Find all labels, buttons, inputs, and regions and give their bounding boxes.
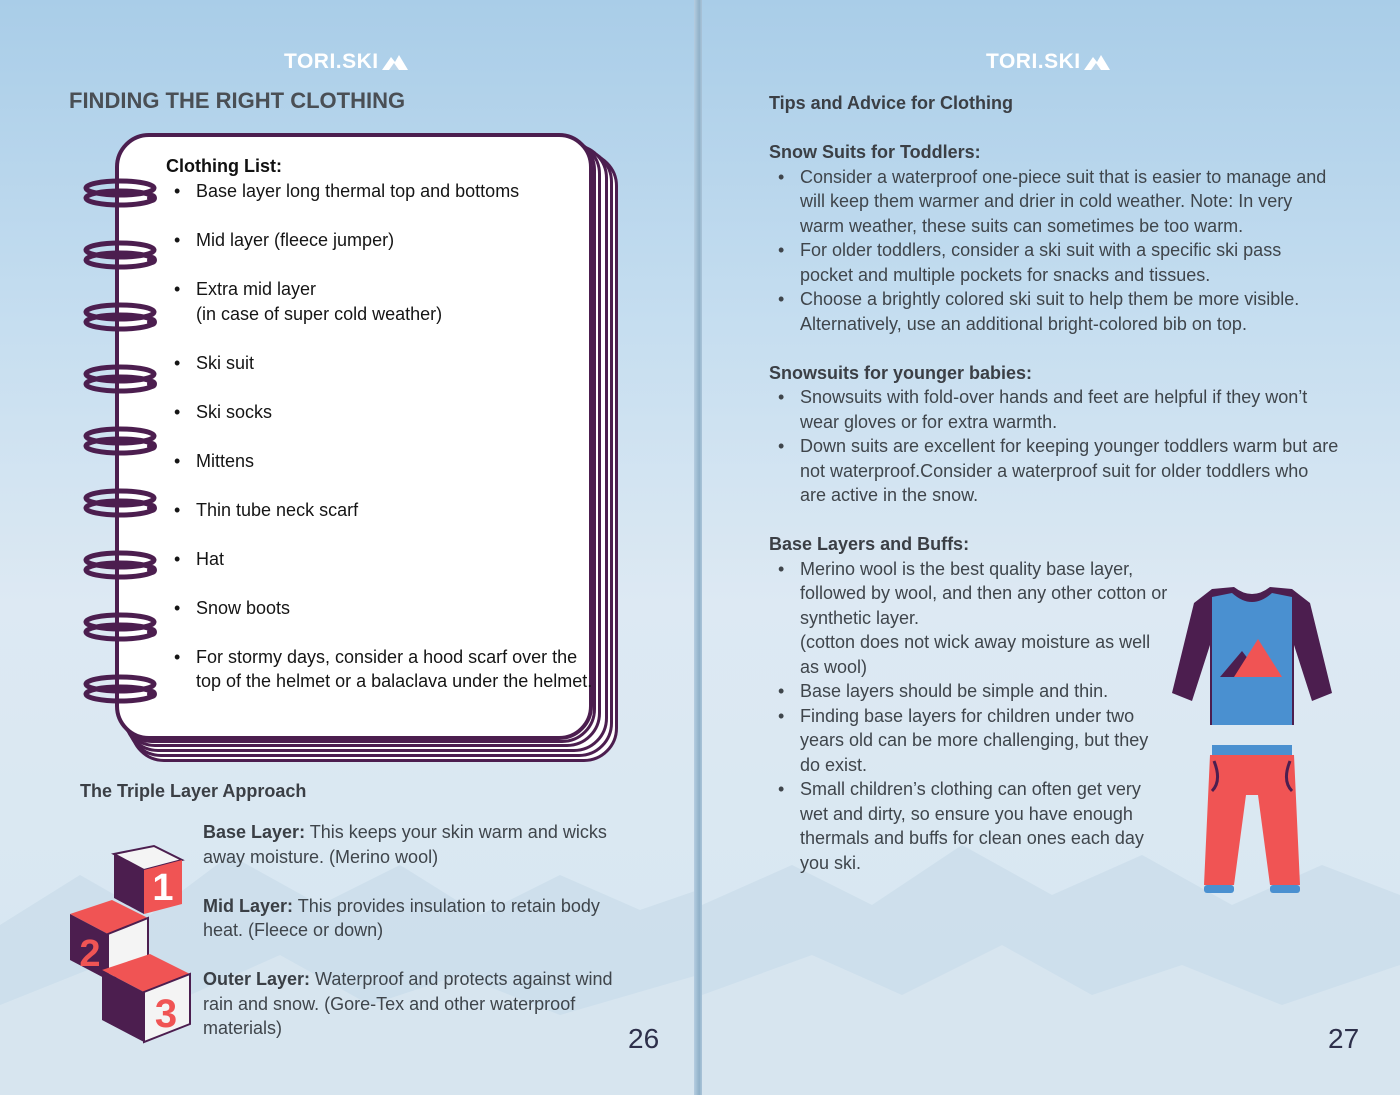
right-page: [702, 0, 1400, 1095]
list-item: • Finding base layers for children under two years old can be more challenging, but they do exist.: [769, 704, 1169, 778]
base-layer-text: Base Layer: This keeps your skin warm and wicks away moisture. (Merino wool): [203, 822, 607, 867]
list-item: • Snowsuits with fold-over hands and feet are helpful if they won’t wear gloves or for extra warmth.: [769, 385, 1339, 434]
list-item: • Extra mid layer (in case of super cold weather): [166, 277, 596, 326]
page-title: FINDING THE RIGHT CLOTHING: [69, 88, 406, 113]
list-item: • Mittens: [166, 449, 596, 474]
numbered-blocks-icon: [62, 842, 197, 1052]
list-item: • Small children’s clothing can often get very wet and dirty, so ensure you have enough thermals and buffs for clean ones each day you ski.: [769, 777, 1169, 875]
section-title: Base Layers and Buffs:: [769, 534, 970, 554]
brand-logo: TORI.SKI: [284, 50, 408, 74]
layer-descriptions: [203, 820, 643, 1065]
tips-list: [769, 385, 1339, 508]
svg-text:3: 3: [154, 992, 178, 1036]
mountain-logo-icon: [1084, 53, 1110, 71]
list-item: • Mid layer (fleece jumper): [166, 228, 596, 253]
list-item: • Hat: [166, 547, 596, 572]
list-item: • Choose a brightly colored ski suit to help them be more visible. Alternatively, use an additional bright-colored bib on top.: [769, 287, 1339, 336]
list-item: • Merino wool is the best quality base layer, followed by wool, and then any other cotton or synthetic layer. (cotton does not wick away moisture as well as wool): [769, 557, 1169, 680]
list-item: • Ski suit: [166, 351, 596, 376]
list-item: • Down suits are excellent for keeping younger toddlers warm but are not waterproof.Consider a waterproof suit for older toddlers who are active in the snow.: [769, 434, 1339, 508]
list-item: • For older toddlers, consider a ski suit with a specific ski pass pocket and multiple pockets for snacks and tissues.: [769, 238, 1339, 287]
list-item: • Ski socks: [166, 400, 596, 425]
list-item: • For stormy days, consider a hood scarf over the top of the helmet or a balaclava under the helmet.: [166, 645, 596, 694]
tips-list: [769, 165, 1339, 337]
list-item: • Base layers should be simple and thin.: [769, 679, 1169, 704]
list-item: • Consider a waterproof one-piece suit that is easier to manage and will keep them warmer and drier in cold weather. Note: In very warm weather, these suits can sometimes be too warm.: [769, 165, 1339, 239]
clothing-list-title: Clothing List:: [166, 156, 282, 176]
svg-text:1: 1: [152, 867, 174, 909]
triple-layer-heading: The Triple Layer Approach: [80, 781, 307, 801]
mountain-logo-icon: [382, 53, 408, 71]
list-item: • Thin tube neck scarf: [166, 498, 596, 523]
svg-text:2: 2: [79, 933, 101, 975]
spiral-binding: [80, 170, 170, 710]
brand-logo: TORI.SKI: [986, 50, 1110, 74]
mid-layer-text: Mid Layer: This provides insulation to retain body heat. (Fleece or down): [203, 895, 600, 940]
clothing-list-notebook: [80, 130, 625, 770]
thermal-clothing-icon: [1172, 585, 1332, 905]
outer-layer-text: Outer Layer: Waterproof and protects against wind rain and snow. (Gore-Tex and other waterproof materials): [203, 969, 613, 1038]
section-title: Snow Suits for Toddlers:: [769, 142, 981, 162]
tips-heading: Tips and Advice for Clothing: [769, 93, 1014, 113]
clothing-list: [166, 179, 596, 694]
page-number: 27: [1328, 1023, 1360, 1054]
page-number: 26: [628, 1023, 660, 1054]
list-item: • Base layer long thermal top and bottoms: [166, 179, 596, 204]
list-item: • Snow boots: [166, 596, 596, 621]
section-title: Snowsuits for younger babies:: [769, 362, 1033, 383]
left-page: [0, 0, 698, 1095]
